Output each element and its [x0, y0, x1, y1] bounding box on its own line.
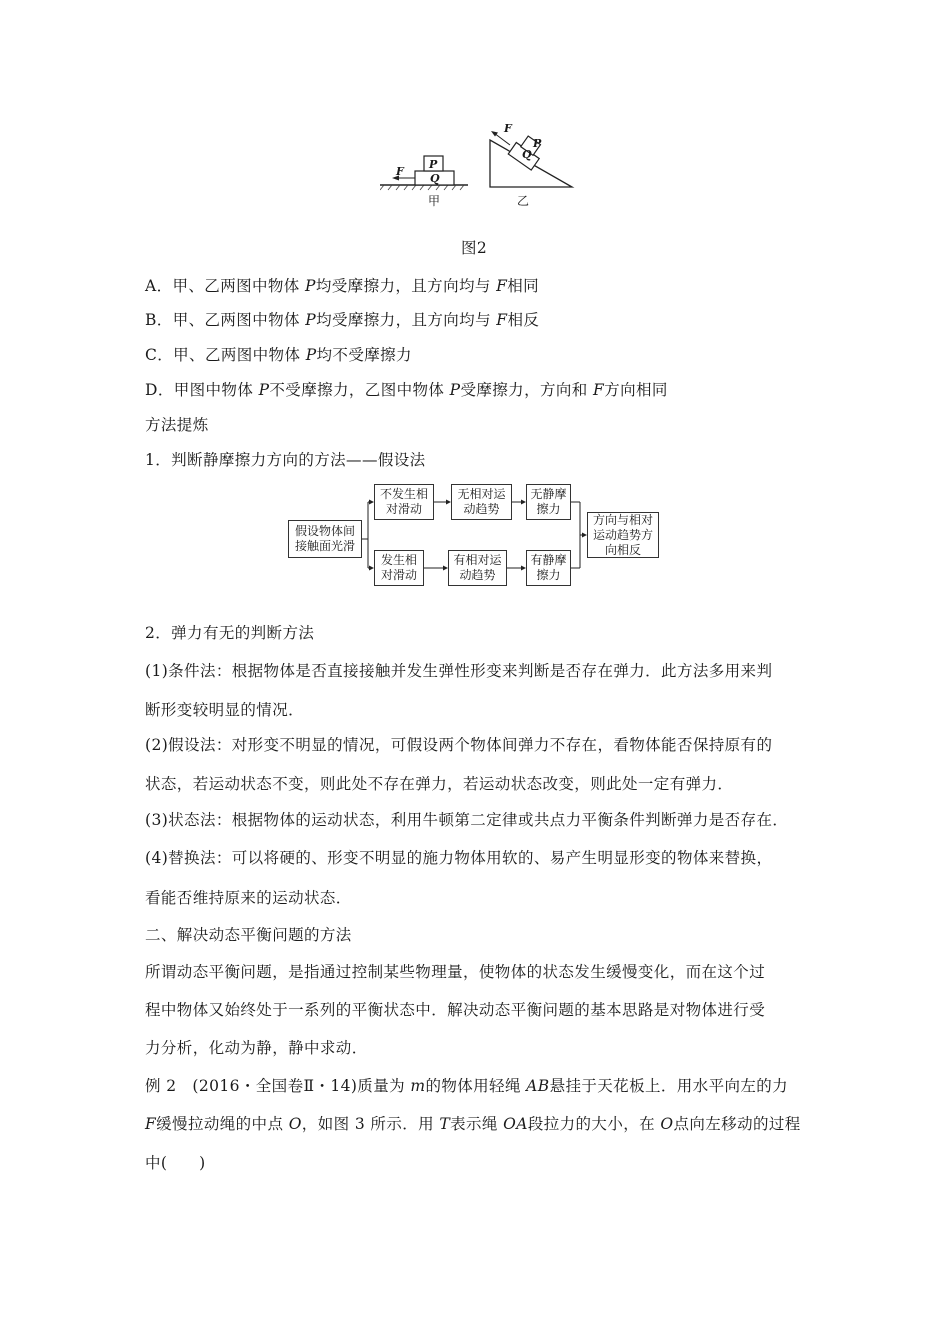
- label-p-jia: P: [429, 158, 438, 171]
- example-var-o: O: [288, 1115, 302, 1133]
- label-f-yi: F: [504, 122, 512, 135]
- label-q-yi: Q: [522, 148, 532, 161]
- section-heading-2: 二、解决动态平衡问题的方法: [145, 926, 352, 944]
- para-line-2: 断形变较明显的情况．: [145, 701, 305, 719]
- option-a-mid: 均受摩擦力，且方向均与: [315, 277, 497, 295]
- option-a-post: 相同: [507, 277, 540, 295]
- example-var-f: F: [145, 1115, 157, 1133]
- para-line-6: (4)替换法：可以将硬的、形变不明显的施力物体用软的、易产生明显形变的物体来替换，: [145, 849, 773, 867]
- example-var-ab: AB: [526, 1077, 550, 1095]
- option-c: [145, 343, 412, 365]
- section-1-heading: 1．判断静摩擦力方向的方法——假设法: [145, 451, 426, 469]
- option-d-d: 方向相同: [604, 381, 668, 399]
- para-line-1: (1)条件法：根据物体是否直接接触并发生弹性形变来判断是否存在弹力．此方法多用来判: [145, 662, 773, 680]
- option-d-a: D．甲图中物体: [145, 381, 259, 399]
- section-2-heading: 2．弹力有无的判断方法: [145, 624, 315, 642]
- para-line-9: 所谓动态平衡问题，是指通过控制某些物理量，使物体的状态发生缓慢变化，而在这个过: [145, 963, 766, 981]
- option-c-pre: C．甲、乙两图中物体: [145, 346, 306, 364]
- example-l2d: 段拉力的大小，在: [527, 1115, 661, 1133]
- example-var-m: m: [410, 1077, 426, 1095]
- example-var-o2: O: [660, 1115, 674, 1133]
- flow-top-box-3: 无静摩擦力: [526, 484, 571, 520]
- para-line-7: 看能否维持原来的运动状态．: [145, 889, 352, 907]
- figure-jia: [380, 156, 468, 208]
- para-line-3: (2)假设法：对形变不明显的情况，可假设两个物体间弹力不存在，看物体能否保持原有的: [145, 736, 773, 754]
- example-l2c: 表示绳: [450, 1115, 504, 1133]
- flow-top-box-1: 不发生相对滑动: [374, 484, 434, 520]
- label-q-jia: Q: [430, 172, 440, 185]
- figure-yi: [490, 122, 572, 208]
- option-d-var-p2: P: [449, 381, 461, 399]
- flow-top-box-2: 无相对运动趋势: [451, 484, 512, 520]
- option-b-pre: B．甲、乙两图中物体: [145, 311, 306, 329]
- option-d-var-f: F: [593, 381, 605, 399]
- flow-bottom-box-3: 有静摩擦力: [526, 550, 571, 586]
- option-c-mid: 均不受摩擦力: [316, 346, 412, 364]
- option-a-var-p: P: [305, 277, 316, 295]
- para-line-5: (3)状态法：根据物体的运动状态，利用牛顿第二定律或共点力平衡条件判断弹力是否存在．: [145, 811, 789, 829]
- example-var-t: T: [439, 1115, 451, 1133]
- option-c-var-p: P: [305, 346, 317, 364]
- option-a: [145, 274, 539, 296]
- label-yi: 乙: [517, 194, 530, 208]
- option-b-var-f: F: [496, 311, 508, 329]
- example-var-oa: OA: [503, 1115, 528, 1133]
- example-line-2: [145, 1112, 801, 1134]
- example-line-3: 中( ): [145, 1154, 206, 1172]
- example-l2b: ，如图 3 所示．用: [301, 1115, 440, 1133]
- flow-bottom-box-1: 发生相对滑动: [374, 550, 424, 586]
- option-b-mid: 均受摩擦力，且方向均与: [316, 311, 497, 329]
- para-line-4: 状态，若运动状态不变，则此处不存在弹力，若运动状态改变，则此处一定有弹力．: [145, 775, 734, 793]
- example-l1b: 的物体用轻绳: [425, 1077, 527, 1095]
- example-l1a: 例 2 (2016・全国卷Ⅱ・14)质量为: [145, 1077, 411, 1095]
- example-l2a: 缓慢拉动绳的中点: [156, 1115, 289, 1133]
- flow-bottom-box-2: 有相对运动趋势: [448, 550, 507, 586]
- method-title: 方法提炼: [145, 416, 209, 434]
- option-d-var-p1: P: [258, 381, 270, 399]
- option-b-var-p: P: [305, 311, 317, 329]
- option-d-c: 受摩擦力，方向和: [460, 381, 594, 399]
- option-b-post: 相反: [507, 311, 540, 329]
- option-a-pre: A．甲、乙两图中物体: [145, 277, 306, 295]
- option-d-b: 不受摩擦力，乙图中物体: [269, 381, 450, 399]
- flowchart: [288, 484, 668, 588]
- para-line-10: 程中物体又始终处于一系列的平衡状态中．解决动态平衡问题的基本思路是对物体进行受: [145, 1001, 766, 1019]
- figure-2: [380, 118, 580, 210]
- flow-start-box: 假设物体间接触面光滑: [288, 520, 362, 558]
- example-l1c: 悬挂于天花板上．用水平向左的力: [549, 1077, 789, 1095]
- label-f-jia: F: [396, 165, 404, 178]
- flow-end-box: 方向与相对运动趋势方向相反: [587, 512, 659, 558]
- option-d: [145, 378, 668, 400]
- option-a-var-f: F: [496, 277, 508, 295]
- label-jia: 甲: [428, 194, 441, 208]
- example-l2e: 点向左移动的过程: [673, 1115, 801, 1133]
- para-line-11: 力分析，化动为静，静中求动．: [145, 1039, 368, 1057]
- figure-caption: 图2: [461, 239, 488, 257]
- label-p-yi: P: [533, 137, 542, 150]
- example-line-1: [145, 1074, 788, 1096]
- option-b: [145, 308, 539, 330]
